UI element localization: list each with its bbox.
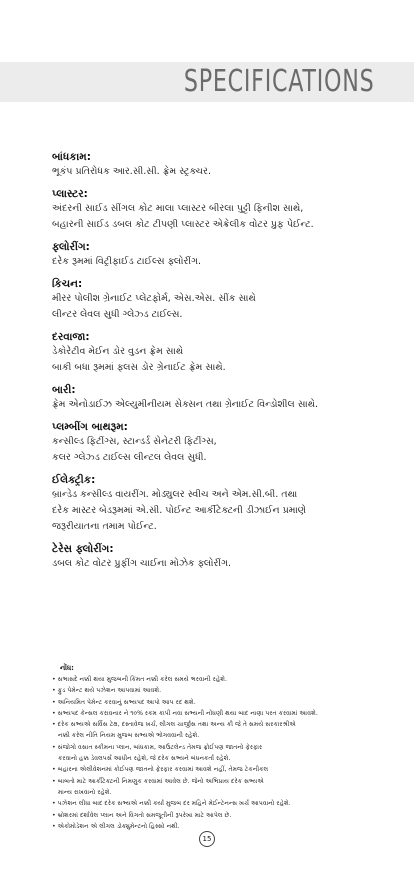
spec-line: દરેક રૂમમાં વિટ્રીફાઈડ ટાઈલ્સ ફ્લોરીંગ. — [52, 256, 202, 267]
spec-section — [52, 277, 382, 323]
spec-heading: બારી: — [52, 384, 76, 396]
spec-heading: કિચન: — [52, 278, 83, 290]
note-item: • એકોમોડેશન એ લીગલ ડોક્યુમેન્ટનો હિસ્સો નથી. — [52, 822, 180, 830]
spec-line: બાકી બધા રૂમમાં ફ્લસ ડોર ગ્રેનાઈટ ફ્રેમ સાથે. — [52, 362, 226, 373]
spec-heading: ઈલેક્ટ્રીક: — [52, 474, 96, 486]
note-item: કરવાનો હક્ક ડેવલપર્સ આધીન રહેશે, જે દરેક સભ્યને બંધનકર્તા રહેશે. — [58, 755, 231, 763]
note-item: • સભાસદે નક્કી થયા મુજબની કિંમત નક્કી કરેલ સમયે ભરવાની રહેશે. — [52, 676, 227, 683]
note-item: • સંજોગો વસાત સ્કીમના પ્લાન, બાંધકામ, આઉટલેન્ડ તેમજ ફ્રોઈપણ જાતનો ફેરફાર — [52, 743, 263, 751]
note-item: • ફુડ પેમેન્ટ થયે પઝેશન આપવામાં આવશે. — [52, 687, 162, 695]
spec-heading: દરવાજા: — [52, 331, 90, 343]
spec-line: કન્સીલ્ડ ફિટીંગ્સ, સ્ટાન્ડર્ડ સેનેટરી ફિટીંગ્સ, — [52, 436, 217, 447]
spec-section — [52, 330, 382, 376]
spec-line: દરેક માસ્ટર બેડરૂમમાં એ.સી. પોઈન્ટ આર્કીટેક્ટની ડીઝાઈન પ્રમાણે — [52, 505, 307, 516]
spec-section — [52, 150, 382, 180]
spec-section — [52, 420, 382, 466]
spec-section — [52, 383, 382, 413]
note-item: નક્કી કરેલ નીતિ નિયમ મુજબ સભ્યએ ભોગવવાની રહેશે. — [58, 732, 200, 740]
note-item: • બાબતો માટે આર્કીટેક્ટની નિમણુક કરવામાં આવેલ છે. જેનો અભિપ્રાય દરેક સભ્યએ — [52, 777, 264, 785]
note-item: • બ્રોશરમાં દર્શાવેલ પ્લાન અને વિગતો સમજૂતીની રૂપરેખા માટે આપેલ છે. — [52, 811, 232, 819]
note-item: માન્ય રાખવાનો રહેશે. — [58, 788, 112, 796]
spec-line: ભૂકંપ પ્રતિરોધક આર.સી.સી. ફ્રેમ સ્ટ્રક્ચર. — [52, 166, 211, 177]
spec-line: અંદરની સાઈડ સીંગલ કોટ માલા પ્લાસ્ટર બીરલા પુટ્ટી ફિનીશ સાથે, — [52, 203, 304, 214]
spec-heading: ટેરેસ ફ્લોરીંગ: — [52, 543, 114, 555]
note-item: • પઝેશન લીધા બાદ દરેક સભ્યએ નક્કી કર્યા મુજબ દર મહિને મેઈન્ટેનન્સ ખર્ચ આપવાનો રહેશે. — [52, 800, 291, 808]
spec-line: ડેકોરેટીવ મેઈન ડોર વુડન ફ્રેમ સાથે — [52, 346, 184, 357]
spec-section — [52, 473, 382, 535]
note-item: • અનિયમિત પેમેન્ટ કરવાનું સભ્યપદ આપો આપ રદ થશે. — [52, 698, 196, 706]
spec-line: ફ્રેમ એનોડાઈઝ એલ્યુમીનીયમ સેક્સન તથા ગ્રેનાઈટ વિન્ડોશીલ સાથે. — [52, 399, 319, 410]
note-item: • સભ્યપદ કેન્સલ કરાવનાર ને ૧૦% રકમ કાપી નવા સભ્યની નોંધણી થયા બાદ નાણા પરત કરવામાં આવશે. — [52, 709, 318, 717]
spec-heading: પ્લમ્બીંગ બાથરૂમ: — [52, 421, 128, 433]
notes-title: નોંધ: — [60, 664, 74, 672]
page-title: SPECIFICATIONS — [183, 64, 374, 99]
spec-heading: પ્લાસ્ટર: — [52, 188, 88, 200]
spec-section — [52, 187, 382, 233]
notes-section — [52, 663, 382, 832]
notes-list — [52, 674, 382, 832]
note-item: • દરેક સભ્યએ સર્વિસ ટેક્ષ, દસ્તાવેજ ખર્ચ, લીગલ ચાર્જીસ તથા અન્ય કી જે તે સમયે સરકારશ્રીએ — [52, 721, 296, 729]
spec-line: મીરર પોલીશ ગ્રેનાઈટ પ્લેટફોર્મ, એસ.એસ. સીંક સાથે — [52, 293, 256, 304]
spec-section — [52, 542, 382, 572]
spec-line: ડબલ કોટ વોટર પ્રુફીંગ ચાઈના મોઝેક ફ્લોરીંગ. — [52, 558, 232, 569]
spec-line: જરૂરીયાતના તમામ પોઈન્ટ. — [52, 521, 157, 532]
spec-section — [52, 240, 382, 270]
spec-line: બહારની સાઈડ ડબલ કોટ ટીપણી પ્લાસ્ટર એક્રેલીક વોટર પ્રુફ પેઈન્ટ. — [52, 219, 314, 230]
page-number: 15 — [199, 831, 215, 847]
note-item: • બહારના એલીવેશનમાં કોઈપણ જાતનો ફેરફાર કરવામાં આવશે નહીં, તેમજ ટેકનીકલ — [52, 766, 269, 774]
spec-line: લીન્ટર લેવલ સુધી ગ્લેઝ્ડ ટાઈલ્સ. — [52, 309, 183, 320]
spec-heading: બાંધકામ: — [52, 151, 91, 163]
spec-line: કલર ગ્લેઝ્ડ ટાઈલ્સ લીન્ટલ લેવલ સુધી. — [52, 452, 207, 463]
specifications-list — [52, 150, 382, 579]
spec-line: બ્રાન્ડેડ કન્સીલ્ડ વાયરીંગ. મોડ્યુલર સ્વીચ અને એમ.સી.બી. તથા — [52, 489, 298, 500]
spec-heading: ફ્લોરીંગ: — [52, 241, 90, 253]
